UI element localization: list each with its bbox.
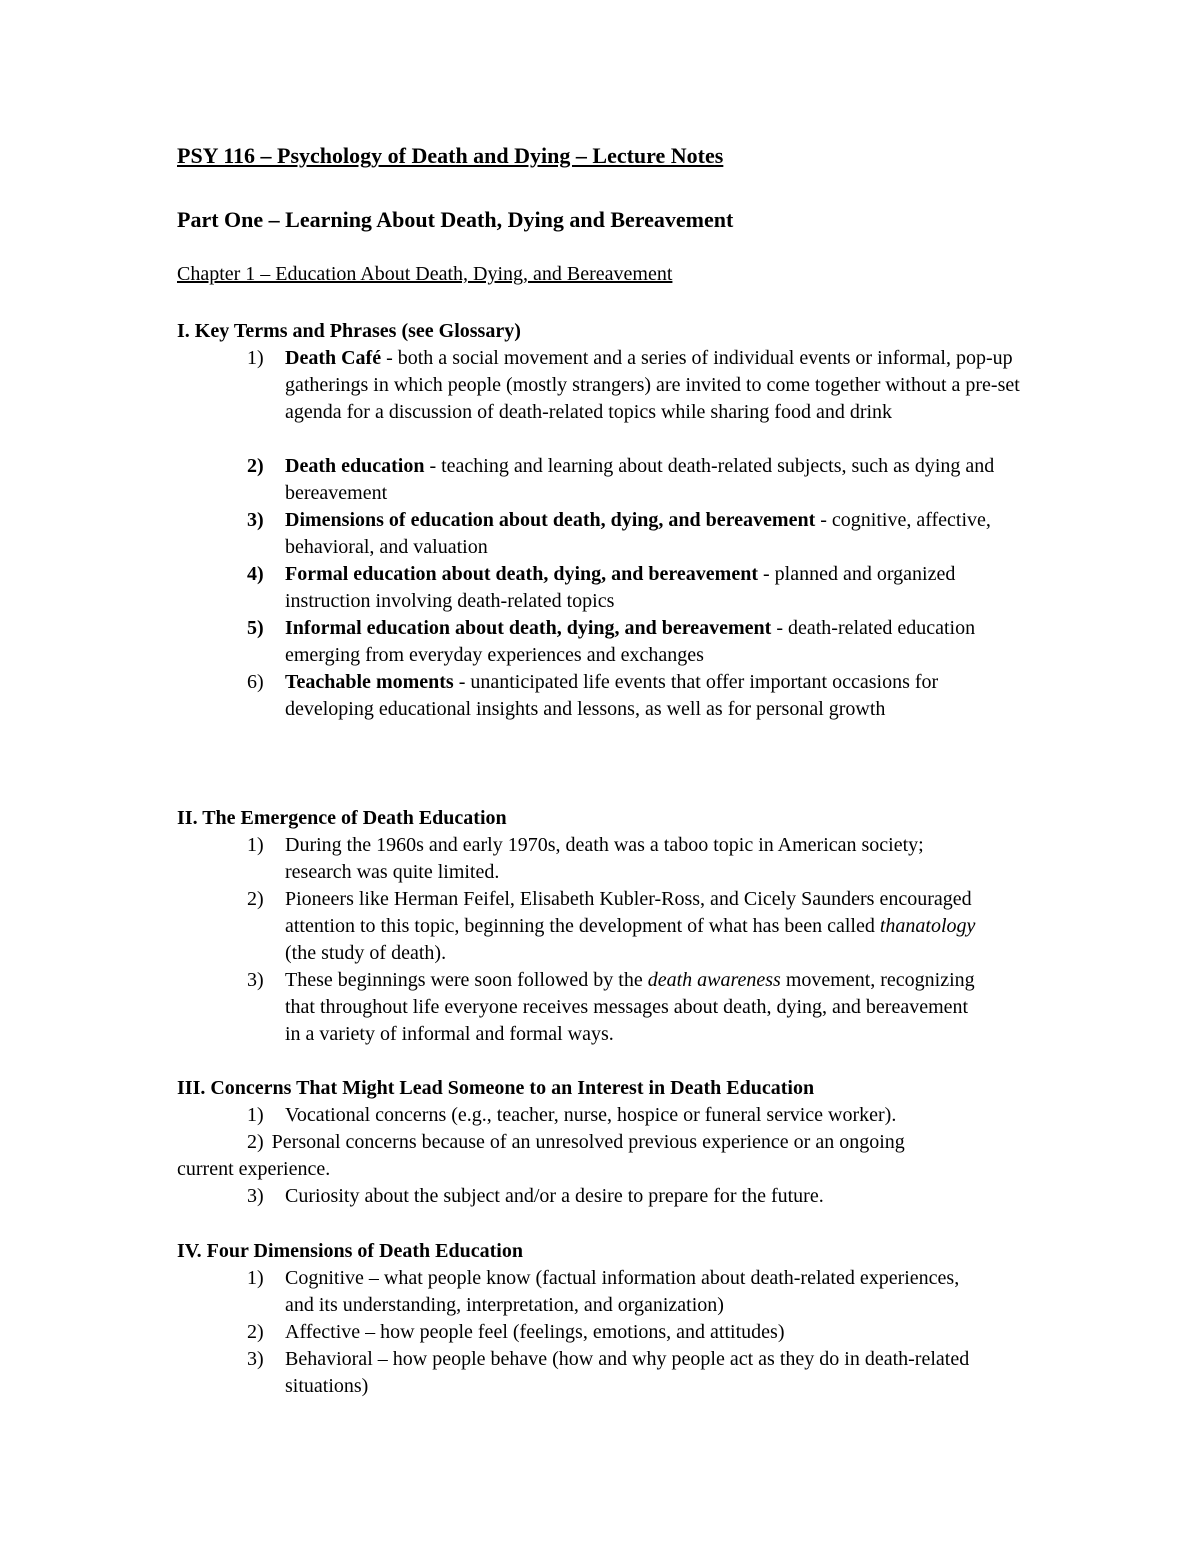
part-title: Part One – Learning About Death, Dying and Bereavement bbox=[177, 207, 734, 232]
list-item bbox=[177, 886, 995, 967]
item-term: Death Café bbox=[285, 347, 382, 369]
item-number: 2) bbox=[247, 455, 264, 477]
item-number: 1) bbox=[247, 347, 264, 369]
list-item bbox=[177, 507, 1030, 561]
item-text: Pioneers like Herman Feifel, Elisabeth Kubler-Ross, and Cicely Saunders encouraged attention to this topic, beginning the development of what has been called bbox=[285, 888, 972, 937]
list-item bbox=[177, 561, 995, 615]
item-number: 3) bbox=[247, 1348, 264, 1370]
item-term: Informal education about death, dying, and bereavement bbox=[285, 617, 772, 639]
item-number: 1) bbox=[247, 1104, 264, 1126]
list-item bbox=[177, 453, 1025, 507]
item-text: Vocational concerns (e.g., teacher, nurse, hospice or funeral service worker). bbox=[285, 1104, 897, 1126]
item-term: Death education bbox=[285, 455, 425, 477]
item-definition: - death-related education emerging from everyday experiences and exchanges bbox=[285, 617, 976, 666]
item-text: Affective – how people feel (feelings, emotions, and attitudes) bbox=[285, 1321, 785, 1343]
item-definition: - cognitive, affective, behavioral, and valuation bbox=[285, 509, 991, 558]
item-number: 3) bbox=[247, 509, 264, 531]
item-text: Personal concerns because of an unresolved previous experience or an ongoing current experience. bbox=[177, 1131, 905, 1180]
item-number: 4) bbox=[247, 563, 264, 585]
item-term: Dimensions of education about death, dying, and bereavement bbox=[285, 509, 816, 531]
list-item bbox=[177, 1319, 965, 1346]
item-text: movement, recognizing that throughout life everyone receives messages about death, dying, and bereavement in a variety of informal and formal ways. bbox=[285, 969, 975, 1045]
emergence-list bbox=[177, 832, 1057, 1048]
list-item bbox=[177, 669, 1025, 723]
list-item bbox=[177, 1183, 1045, 1210]
section-heading: IV. Four Dimensions of Death Education bbox=[177, 1240, 523, 1262]
item-emphasis: thanatology bbox=[879, 915, 976, 937]
section-dimensions bbox=[177, 1238, 1057, 1400]
list-item bbox=[177, 967, 985, 1048]
item-number: 2) bbox=[247, 888, 264, 910]
item-number: 2) bbox=[247, 1131, 264, 1153]
item-number: 3) bbox=[247, 969, 264, 991]
item-definition: - both a social movement and a series of individual events or informal, pop-up gatherings in which people (mostly strangers) are invited to come together without a pre-set agenda for a discussion of death-related topics while sharing food and drink bbox=[285, 347, 1020, 423]
item-term: Teachable moments bbox=[285, 671, 454, 693]
item-text: Curiosity about the subject and/or a desire to prepare for the future. bbox=[285, 1185, 824, 1207]
list-item bbox=[177, 832, 975, 886]
item-number: 6) bbox=[247, 671, 264, 693]
item-text: Behavioral – how people behave (how and why people act as they do in death-related situations) bbox=[285, 1348, 970, 1397]
list-item bbox=[177, 1102, 1045, 1129]
document-title: PSY 116 – Psychology of Death and Dying – Lecture Notes bbox=[177, 143, 724, 168]
chapter-title: Chapter 1 – Education About Death, Dying, and Bereavement bbox=[177, 263, 673, 285]
item-number: 1) bbox=[247, 834, 264, 856]
item-emphasis: death awareness bbox=[647, 969, 781, 991]
section-emergence bbox=[177, 805, 1057, 1048]
section-key-terms bbox=[177, 318, 1057, 723]
list-item bbox=[177, 1265, 965, 1319]
item-number: 2) bbox=[247, 1321, 264, 1343]
item-term: Formal education about death, dying, and bereavement bbox=[285, 563, 758, 585]
list-item bbox=[177, 615, 1025, 669]
item-definition: - unanticipated life events that offer important occasions for developing educational insights and lessons, as well as for personal growth bbox=[285, 671, 939, 720]
item-definition: - teaching and learning about death-related subjects, such as dying and bereavement bbox=[285, 455, 995, 504]
item-number: 1) bbox=[247, 1267, 264, 1289]
section-heading: II. The Emergence of Death Education bbox=[177, 807, 507, 829]
item-definition: - planned and organized instruction involving death-related topics bbox=[285, 563, 956, 612]
section-concerns bbox=[177, 1075, 1057, 1210]
list-item bbox=[177, 1346, 1030, 1400]
key-terms-list bbox=[177, 345, 1057, 723]
section-heading: I. Key Terms and Phrases (see Glossary) bbox=[177, 320, 521, 342]
list-item bbox=[177, 1129, 952, 1183]
item-text: During the 1960s and early 1970s, death was a taboo topic in American society; research was quite limited. bbox=[285, 834, 924, 883]
item-number: 5) bbox=[247, 617, 264, 639]
item-number: 3) bbox=[247, 1185, 264, 1207]
item-text: (the study of death). bbox=[285, 942, 447, 964]
list-item bbox=[177, 345, 1025, 426]
item-text: Cognitive – what people know (factual information about death-related experiences, and its understanding, interpretation, and organization) bbox=[285, 1267, 960, 1316]
concerns-list bbox=[177, 1102, 1057, 1210]
section-heading: III. Concerns That Might Lead Someone to an Interest in Death Education bbox=[177, 1077, 815, 1099]
item-text: These beginnings were soon followed by the bbox=[285, 969, 648, 991]
dimensions-list bbox=[177, 1265, 1057, 1400]
